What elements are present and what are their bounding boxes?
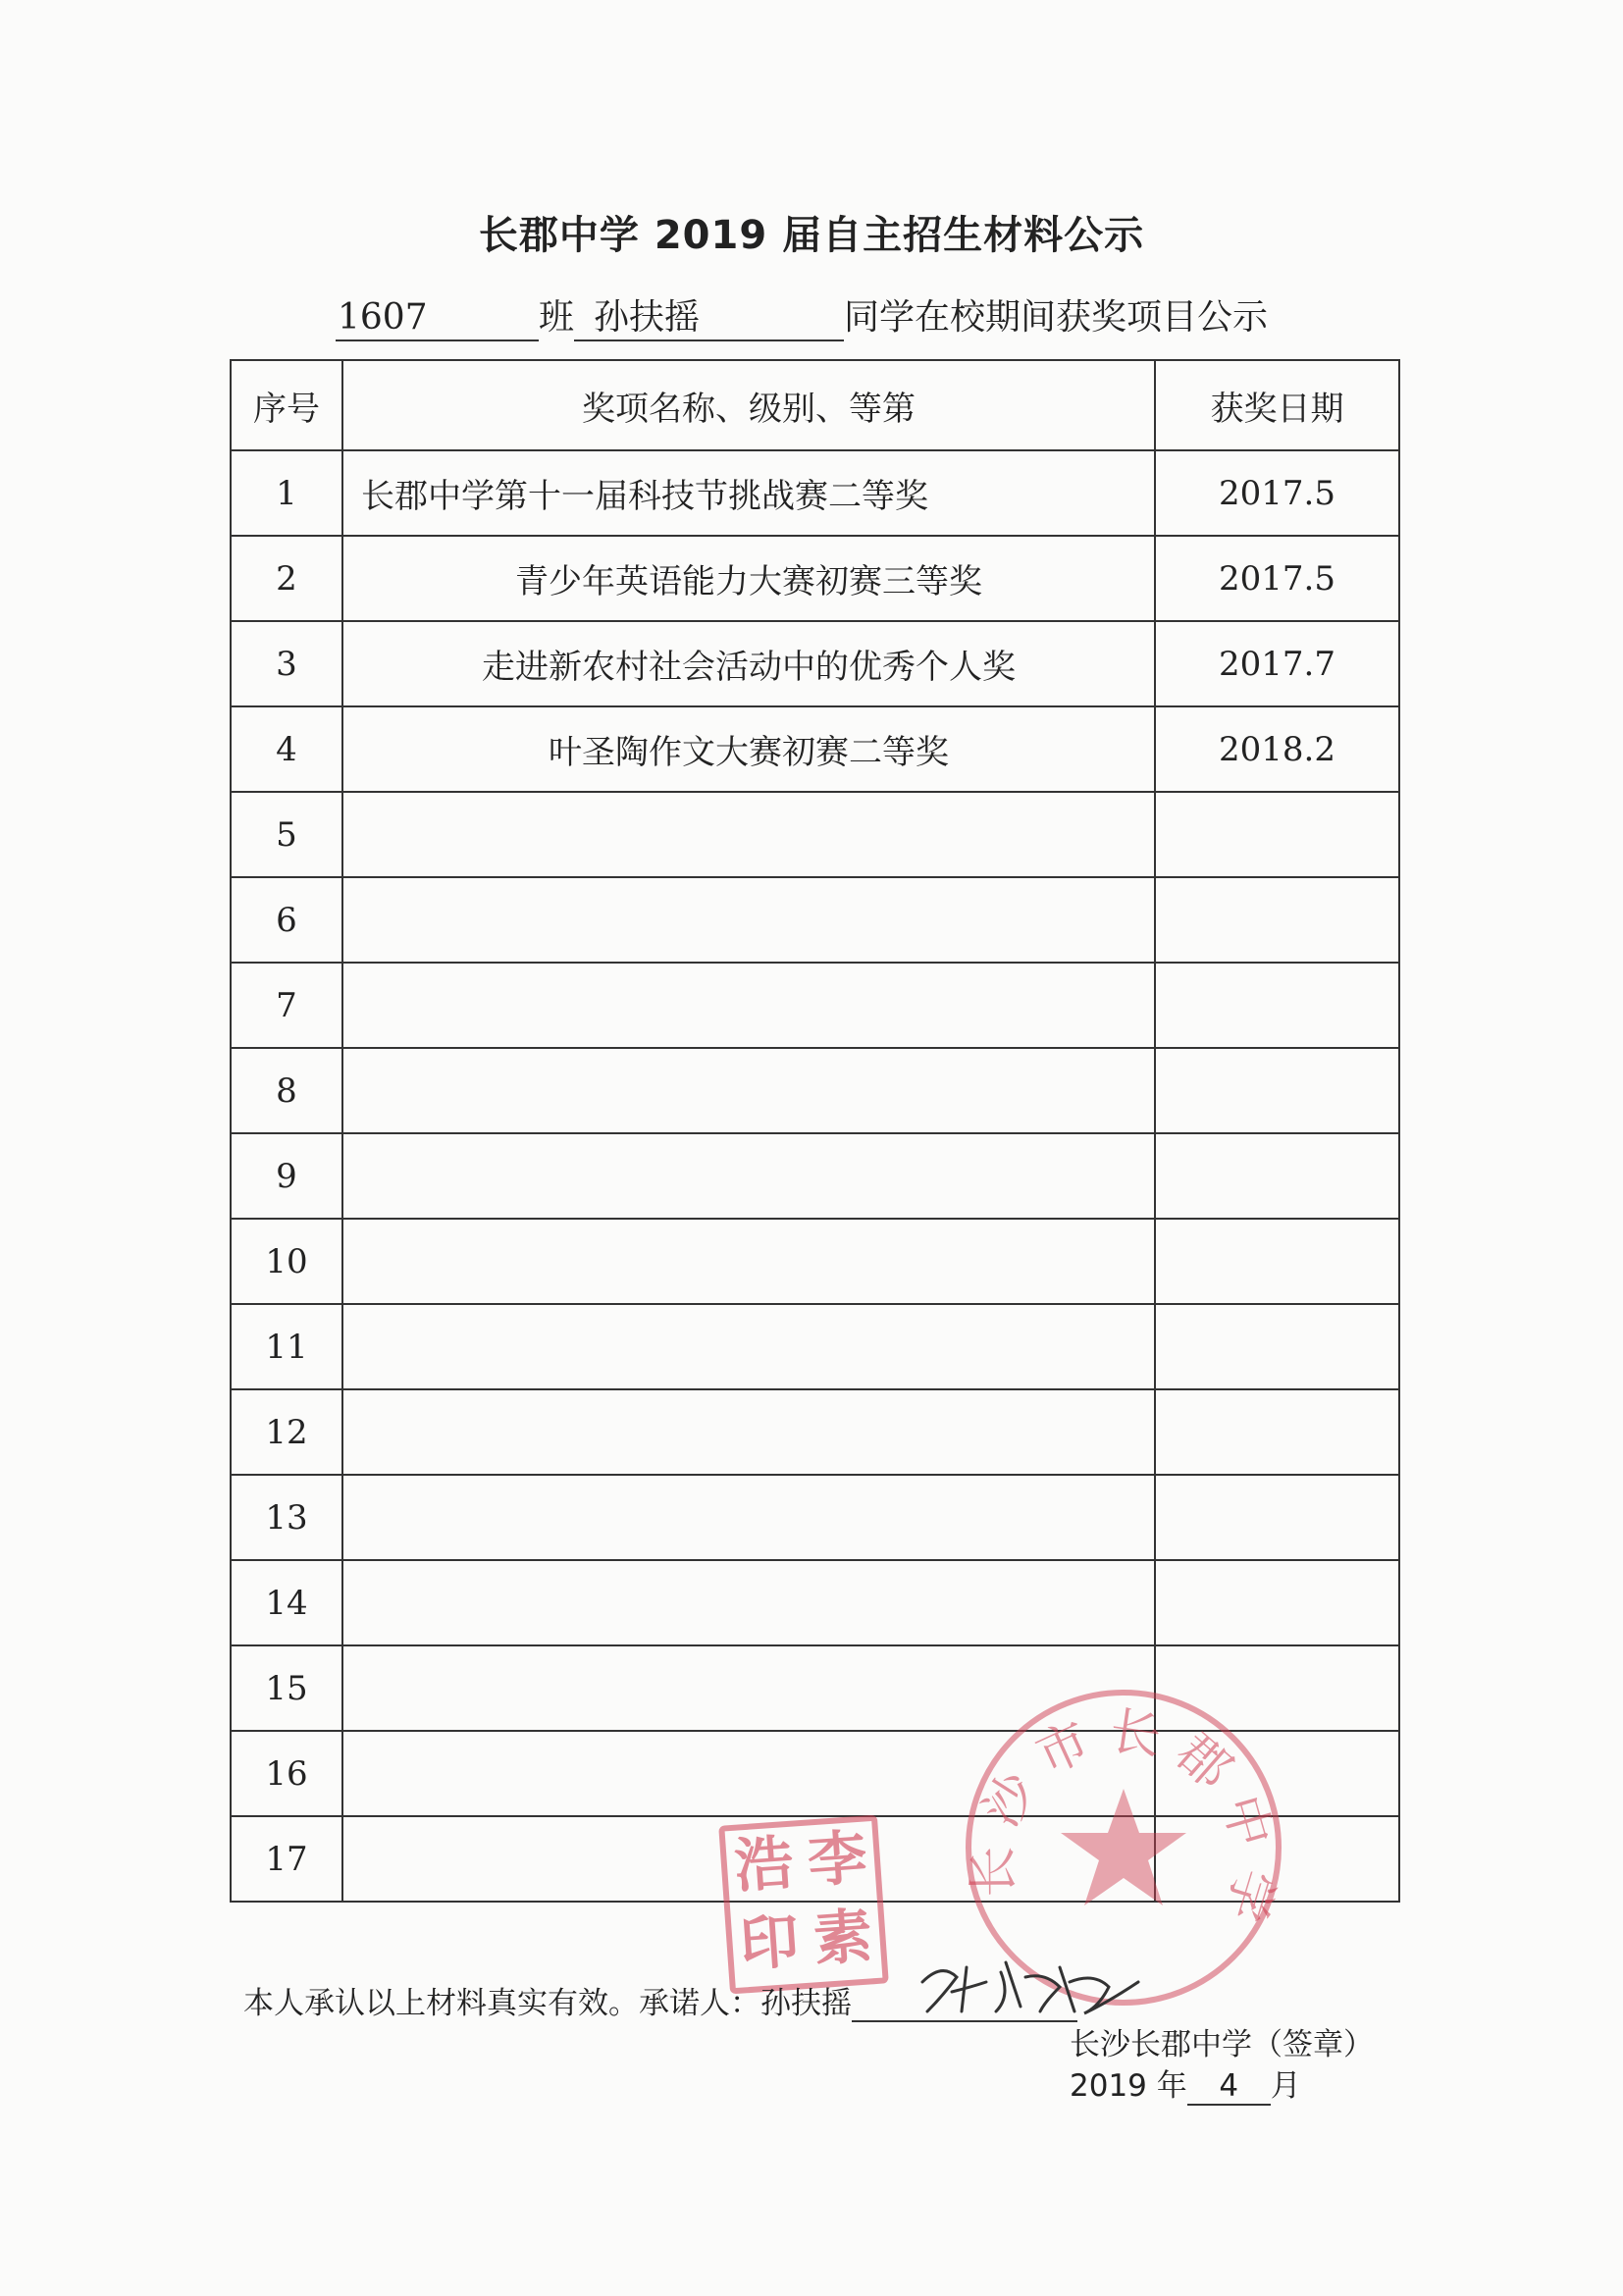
table-row — [231, 1560, 1399, 1645]
table-row — [231, 706, 1399, 792]
row-number: 12 — [231, 1389, 342, 1475]
table-row — [231, 1475, 1399, 1560]
table-row — [231, 536, 1399, 621]
handwritten-signature — [913, 1953, 1148, 2021]
row-award-date — [1155, 1133, 1399, 1219]
table-row — [231, 1048, 1399, 1133]
star-icon — [1061, 1789, 1186, 1905]
row-award-date — [1155, 1560, 1399, 1645]
table-row — [231, 1133, 1399, 1219]
row-number: 13 — [231, 1475, 342, 1560]
row-award-date — [1155, 877, 1399, 963]
row-number: 4 — [231, 706, 342, 792]
row-number: 9 — [231, 1133, 342, 1219]
row-award-date — [1155, 963, 1399, 1048]
table-row — [231, 450, 1399, 536]
seal-char: 印 — [737, 1906, 802, 1980]
awards-table — [230, 359, 1400, 1903]
subtitle-suffix: 同学在校期间获奖项目公示 — [844, 297, 1269, 338]
row-number: 8 — [231, 1048, 342, 1133]
row-award-name: 长郡中学第十一届科技节挑战赛二等奖 — [342, 450, 1155, 536]
awards-table-body — [231, 450, 1399, 1902]
row-award-name: 叶圣陶作文大赛初赛二等奖 — [342, 706, 1155, 792]
header-award-name: 奖项名称、级别、等第 — [342, 360, 1155, 450]
class-field: 1607 — [336, 296, 539, 341]
row-award-date: 2017.5 — [1155, 536, 1399, 621]
seal-char: 李 — [806, 1823, 869, 1897]
row-award-date — [1155, 1048, 1399, 1133]
row-award-date — [1155, 1219, 1399, 1304]
row-number: 17 — [231, 1816, 342, 1902]
table-row — [231, 1389, 1399, 1475]
table-row — [231, 963, 1399, 1048]
table-row — [231, 1219, 1399, 1304]
row-number: 3 — [231, 621, 342, 706]
school-signature-label: 长沙长郡中学（签章） — [1070, 2027, 1374, 2062]
row-award-name: 青少年英语能力大赛初赛三等奖 — [342, 536, 1155, 621]
row-number: 1 — [231, 450, 342, 536]
row-award-name — [342, 1560, 1155, 1645]
row-number: 7 — [231, 963, 342, 1048]
subtitle — [336, 294, 1268, 341]
seal-char: 浩 — [732, 1828, 796, 1902]
personal-seal — [718, 1815, 889, 1995]
row-award-date — [1155, 1475, 1399, 1560]
class-suffix: 班 — [539, 297, 575, 338]
row-award-date — [1155, 792, 1399, 877]
row-award-date: 2017.5 — [1155, 450, 1399, 536]
row-number: 6 — [231, 877, 342, 963]
table-header-row — [231, 360, 1399, 450]
sign-date — [1070, 2061, 1301, 2106]
row-award-name — [342, 1219, 1155, 1304]
row-award-date — [1155, 1304, 1399, 1389]
header-award-date: 获奖日期 — [1155, 360, 1399, 450]
row-award-name — [342, 1389, 1155, 1475]
table-row — [231, 792, 1399, 877]
row-award-date: 2018.2 — [1155, 706, 1399, 792]
table-row — [231, 877, 1399, 963]
table-row — [231, 621, 1399, 706]
row-number: 5 — [231, 792, 342, 877]
table-row — [231, 1304, 1399, 1389]
row-number: 11 — [231, 1304, 342, 1389]
page-title: 长郡中学 2019 届自主招生材料公示 — [478, 213, 1145, 258]
row-number: 16 — [231, 1731, 342, 1816]
row-award-name: 走进新农村社会活动中的优秀个人奖 — [342, 621, 1155, 706]
row-award-name — [342, 1048, 1155, 1133]
row-award-name — [342, 792, 1155, 877]
row-award-date — [1155, 1389, 1399, 1475]
row-number: 10 — [231, 1219, 342, 1304]
date-year: 2019 年 — [1070, 2068, 1187, 2104]
row-award-date: 2017.7 — [1155, 621, 1399, 706]
row-award-name — [342, 963, 1155, 1048]
header-number: 序号 — [231, 360, 342, 450]
date-month-suffix: 月 — [1270, 2068, 1301, 2104]
row-number: 2 — [231, 536, 342, 621]
row-award-name — [342, 1304, 1155, 1389]
statement-text: 本人承认以上材料真实有效。承诺人：孙扶摇 — [243, 1986, 852, 2021]
school-seal-text: 长沙市长郡中学 — [964, 1701, 1285, 1942]
row-number: 14 — [231, 1560, 342, 1645]
student-name-field: 孙扶摇 — [574, 296, 844, 341]
row-number: 15 — [231, 1645, 342, 1731]
row-award-name — [342, 877, 1155, 963]
date-month: 4 — [1187, 2068, 1271, 2106]
row-award-name — [342, 1475, 1155, 1560]
row-award-name — [342, 1133, 1155, 1219]
seal-char: 素 — [811, 1902, 875, 1975]
